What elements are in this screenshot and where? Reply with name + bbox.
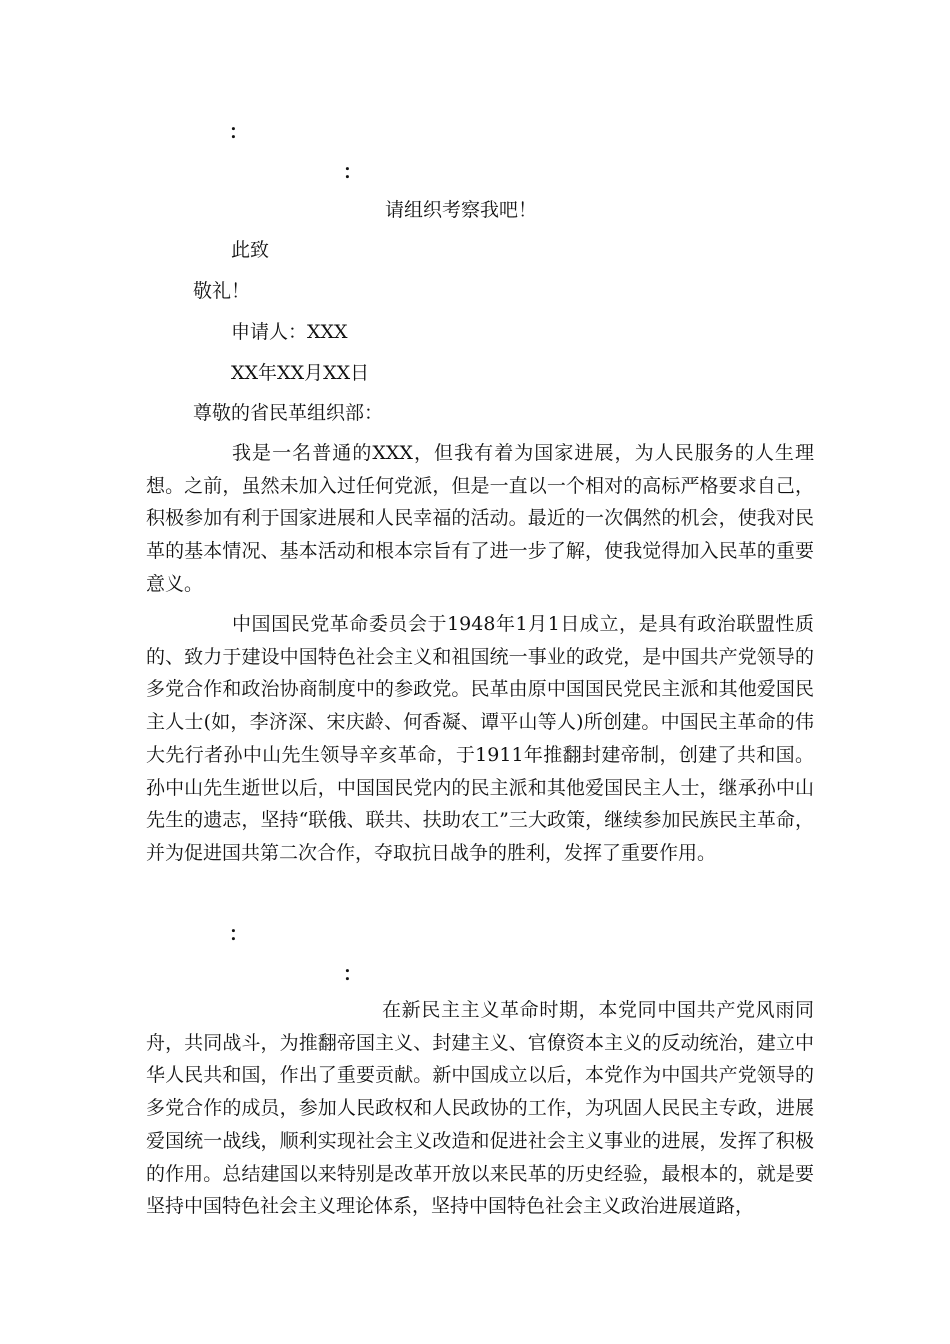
date-line: XX年XX月XX日 <box>231 362 370 384</box>
applicant-line: 申请人：XXX <box>231 321 348 343</box>
closing-line-2: 敬礼！ <box>193 280 251 302</box>
colon-mark: ： <box>343 963 363 985</box>
salutation: 尊敬的省民革组织部： <box>193 402 384 424</box>
colon-mark: ： <box>229 121 249 143</box>
body-paragraph: 中国国民党革命委员会于1948年1月1日成立，是具有政治联盟性质的、致力于建设中国特色社会主义和祖国统一事业的政党，是中国共产党领导的多党合作和政治协商制度中的参政党。民革由原中国国民党民主派和其他爱国民主人士(如，李济深、宋庆龄、何香凝、谭平山等人)所创建。中国民主革命的伟大先行者孙中山先生领导辛亥革命，于1911年推翻封建帝制，创建了共和国。孙中山先生逝世以后，中国国民党内的民主派和其他爱国民主人士，继承孙中山先生的遗志，坚持“联俄、联共、扶助农工”三大政策，继续参加民族民主革命，并为促进国共第二次合作，夺取抗日战争的胜利，发挥了重要作用。 <box>146 613 814 864</box>
request-line: 请组织考察我吧！ <box>385 199 538 221</box>
colon-mark: ： <box>229 923 249 945</box>
colon-mark: ： <box>343 161 363 183</box>
closing-line-1: 此致 <box>231 239 270 261</box>
body-paragraph: 在新民主主义革命时期，本党同中国共产党风雨同舟，共同战斗，为推翻帝国主义、封建主义、官僚资本主义的反动统治，建立中华人民共和国，作出了重要贡献。新中国成立以后，本党作为中国共产党领导的多党合作的成员，参加人民政权和人民政协的工作，为巩固人民民主专政，进展爱国统一战线，顺利实现社会主义改造和促进社会主义事业的进展，发挥了积极的作用。总结建国以来特别是改革开放以来民革的历史经验，最根本的，就是要坚持中国特色社会主义理论体系，坚持中国特色社会主义政治进展道路， <box>146 999 814 1218</box>
body-paragraph: 我是一名普通的XXX，但我有着为国家进展，为人民服务的人生理想。之前，虽然未加入过任何党派，但是一直以一个相对的高标严格要求自己，积极参加有利于国家进展和人民幸福的活动。最近的一次偶然的机会，使我对民革的基本情况、基本活动和根本宗旨有了进一步了解，使我觉得加入民革的重要意义。 <box>146 442 814 595</box>
